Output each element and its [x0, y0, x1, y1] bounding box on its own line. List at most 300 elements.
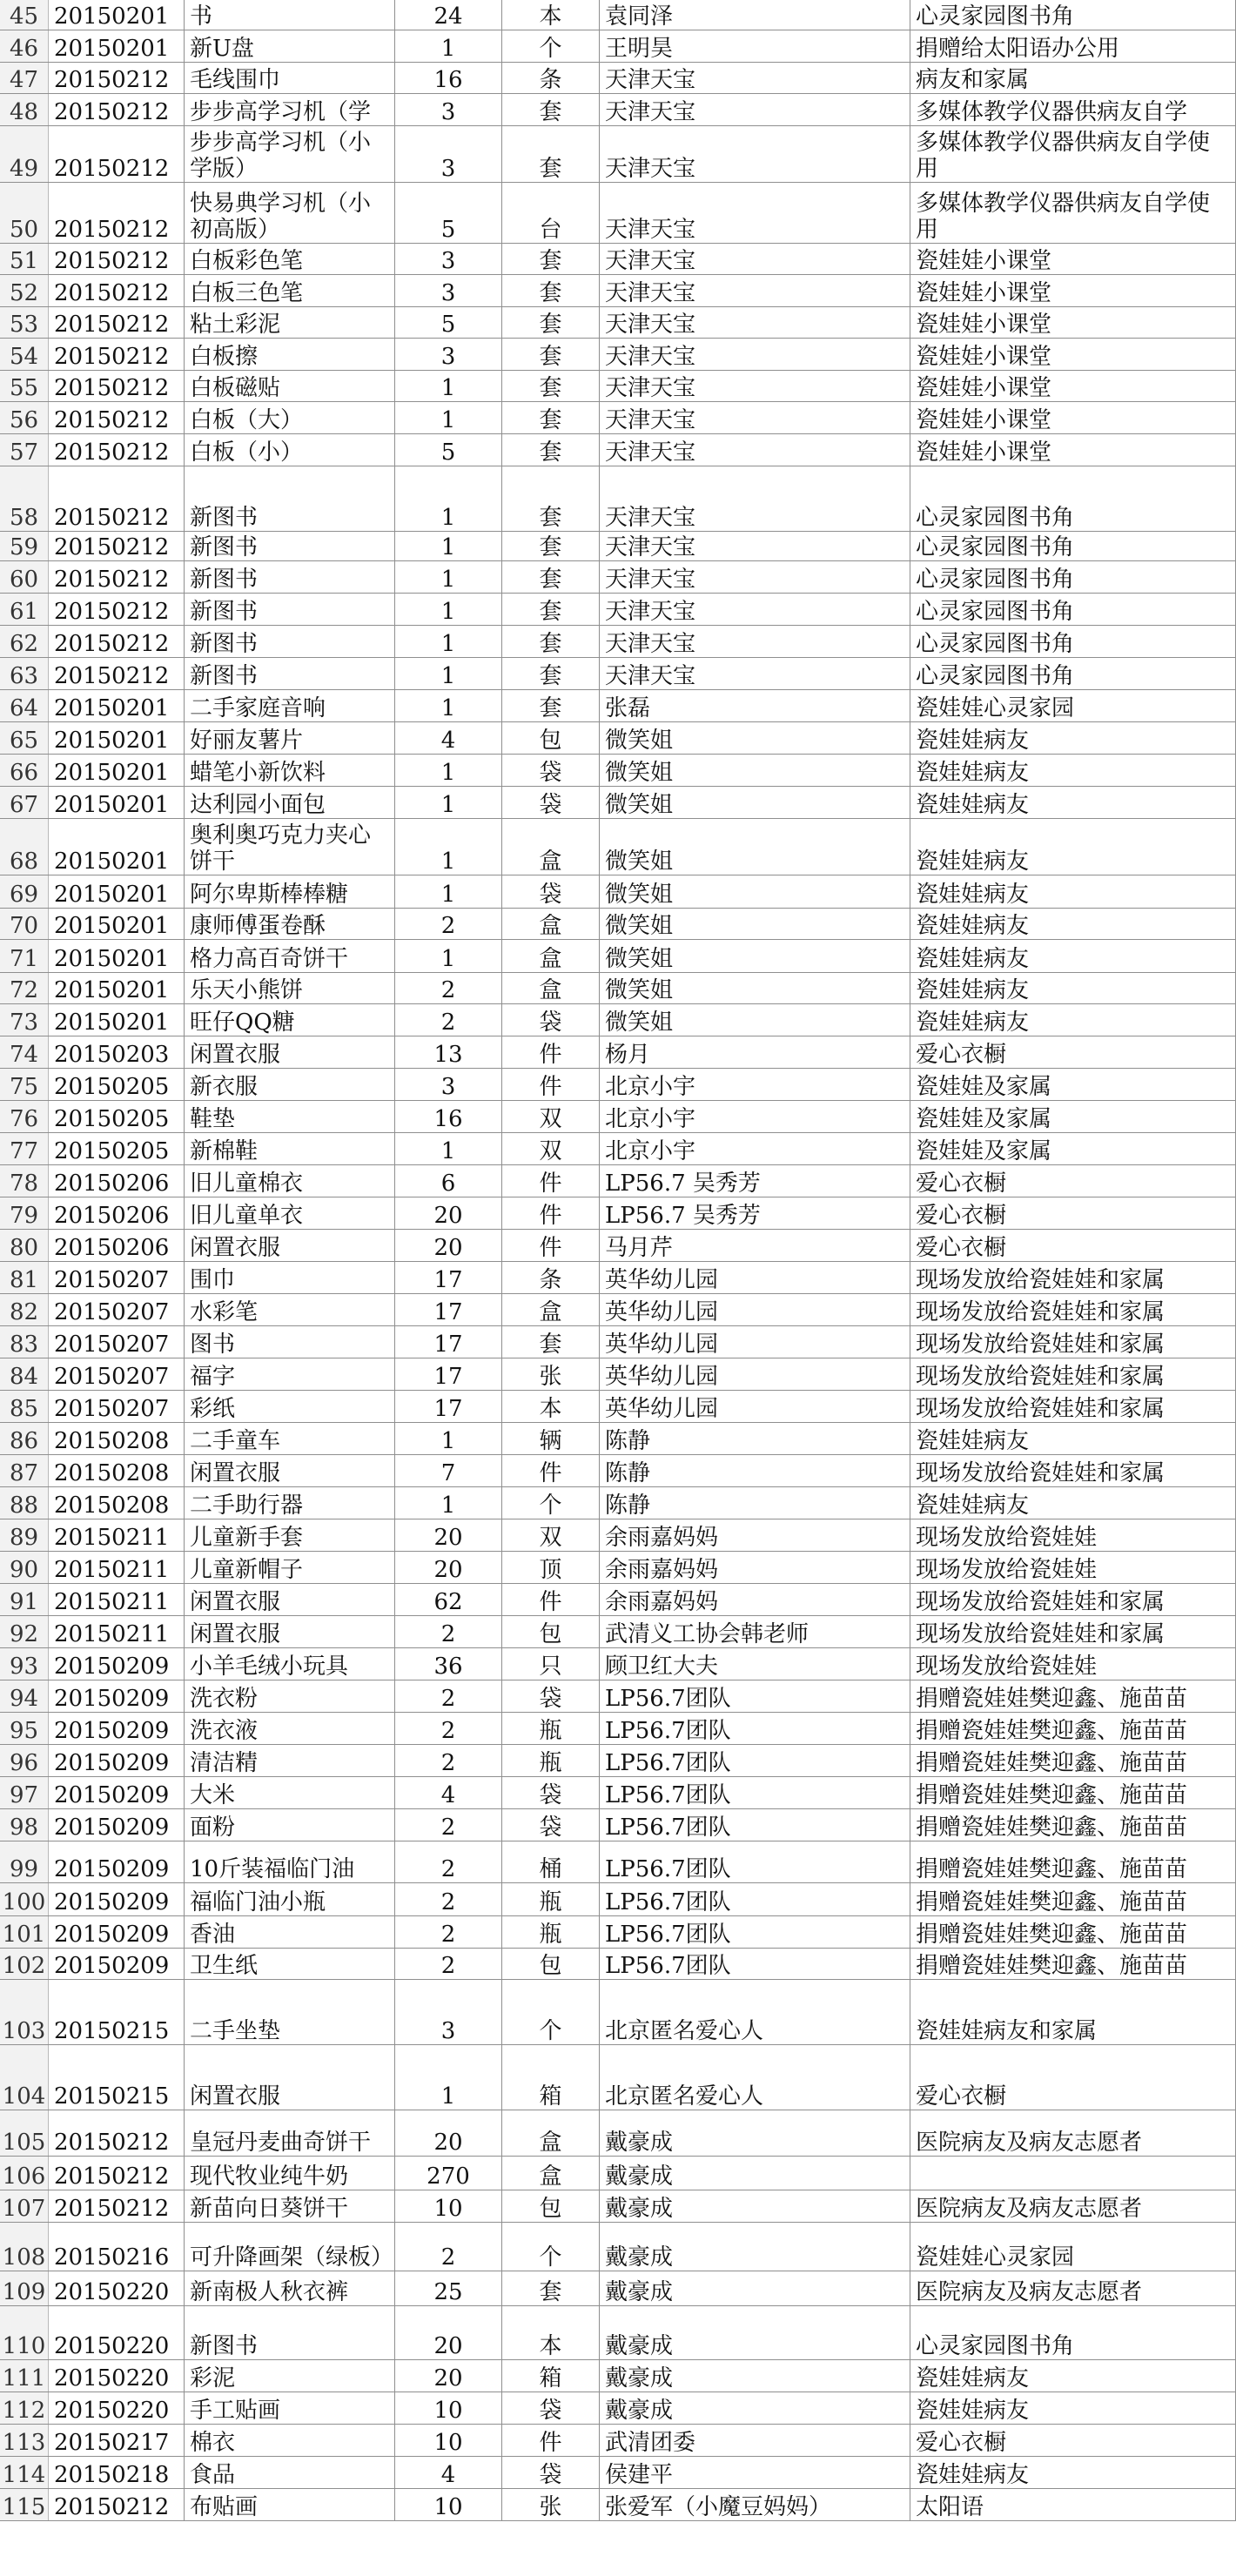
row-number[interactable]: 77 [0, 1133, 49, 1164]
cell-unit[interactable]: 盒 [502, 2110, 600, 2156]
cell-donor[interactable]: 微笑姐 [600, 787, 910, 818]
cell-item[interactable]: 食品 [185, 2457, 395, 2488]
cell-donor[interactable]: 戴豪成 [600, 2392, 910, 2424]
cell-item[interactable]: 旧儿童单衣 [185, 1197, 395, 1229]
cell-use[interactable]: 瓷娃娃病友 [910, 2392, 1236, 2424]
cell-donor[interactable]: 陈静 [600, 1487, 910, 1519]
cell-unit[interactable]: 件 [502, 1197, 600, 1229]
cell-date[interactable]: 20150207 [49, 1262, 185, 1293]
row-number[interactable]: 79 [0, 1197, 49, 1229]
cell-date[interactable]: 20150201 [49, 722, 185, 754]
cell-qty[interactable]: 20 [395, 1197, 502, 1229]
cell-use[interactable]: 医院病友及病友志愿者 [910, 2190, 1236, 2222]
cell-date[interactable]: 20150211 [49, 1519, 185, 1551]
cell-qty[interactable]: 17 [395, 1326, 502, 1358]
cell-item[interactable]: 白板三色笔 [185, 275, 395, 306]
cell-unit[interactable]: 套 [502, 126, 600, 182]
cell-qty[interactable]: 1 [395, 940, 502, 972]
cell-item[interactable]: 洗衣液 [185, 1713, 395, 1744]
cell-item[interactable]: 白板磁贴 [185, 371, 395, 401]
cell-qty[interactable]: 3 [395, 275, 502, 306]
cell-qty[interactable]: 62 [395, 1584, 502, 1615]
cell-use[interactable]: 心灵家园图书角 [910, 626, 1236, 657]
cell-item[interactable]: 福字 [185, 1358, 395, 1390]
cell-qty[interactable]: 1 [395, 875, 502, 908]
cell-unit[interactable]: 辆 [502, 1423, 600, 1454]
cell-item[interactable]: 小羊毛绒小玩具 [185, 1648, 395, 1680]
cell-unit[interactable]: 盒 [502, 1294, 600, 1325]
cell-unit[interactable]: 箱 [502, 2360, 600, 2392]
cell-use[interactable]: 瓷娃娃病友 [910, 2360, 1236, 2392]
row-number[interactable]: 87 [0, 1455, 49, 1486]
cell-qty[interactable]: 1 [395, 30, 502, 62]
cell-date[interactable]: 20150203 [49, 1036, 185, 1068]
cell-donor[interactable]: 微笑姐 [600, 909, 910, 939]
cell-donor[interactable]: LP56.7 吴秀芳 [600, 1165, 910, 1197]
cell-use[interactable]: 现场发放给瓷娃娃和家属 [910, 1391, 1236, 1422]
cell-qty[interactable]: 1 [395, 371, 502, 401]
cell-donor[interactable]: 天津天宝 [600, 466, 910, 531]
cell-donor[interactable]: 武清团委 [600, 2425, 910, 2456]
row-number[interactable]: 108 [0, 2223, 49, 2271]
cell-use[interactable]: 现场发放给瓷娃娃和家属 [910, 1455, 1236, 1486]
cell-use[interactable]: 瓷娃娃病友 [910, 787, 1236, 818]
cell-use[interactable]: 太阳语 [910, 2489, 1236, 2520]
cell-item[interactable]: 白板（小） [185, 434, 395, 466]
row-number[interactable]: 94 [0, 1680, 49, 1712]
row-number[interactable]: 102 [0, 1949, 49, 1979]
cell-item[interactable]: 鞋垫 [185, 1101, 395, 1132]
cell-date[interactable]: 20150212 [49, 275, 185, 306]
cell-date[interactable]: 20150207 [49, 1358, 185, 1390]
cell-qty[interactable]: 4 [395, 1777, 502, 1808]
row-number[interactable]: 56 [0, 402, 49, 433]
cell-unit[interactable]: 桶 [502, 1841, 600, 1882]
row-number[interactable]: 68 [0, 819, 49, 875]
cell-use[interactable]: 瓷娃娃病友 [910, 940, 1236, 972]
cell-qty[interactable]: 1 [395, 755, 502, 786]
cell-date[interactable]: 20150212 [49, 371, 185, 401]
cell-use[interactable]: 现场发放给瓷娃娃 [910, 1648, 1236, 1680]
cell-item[interactable]: 水彩笔 [185, 1294, 395, 1325]
cell-donor[interactable]: 王明昊 [600, 30, 910, 62]
cell-qty[interactable]: 1 [395, 561, 502, 593]
cell-unit[interactable]: 本 [502, 2306, 600, 2359]
cell-qty[interactable]: 1 [395, 2045, 502, 2110]
cell-unit[interactable]: 件 [502, 1230, 600, 1261]
cell-item[interactable]: 洗衣粉 [185, 1680, 395, 1712]
cell-donor[interactable]: 戴豪成 [600, 2157, 910, 2190]
cell-donor[interactable]: 余雨嘉妈妈 [600, 1552, 910, 1583]
cell-unit[interactable]: 套 [502, 658, 600, 689]
cell-item[interactable]: 格力高百奇饼干 [185, 940, 395, 972]
cell-date[interactable]: 20150207 [49, 1391, 185, 1422]
cell-unit[interactable]: 袋 [502, 787, 600, 818]
cell-donor[interactable]: 天津天宝 [600, 63, 910, 93]
cell-donor[interactable]: 微笑姐 [600, 755, 910, 786]
cell-date[interactable]: 20150212 [49, 63, 185, 93]
cell-use[interactable]: 心灵家园图书角 [910, 466, 1236, 531]
cell-date[interactable]: 20150212 [49, 402, 185, 433]
cell-use[interactable]: 心灵家园图书角 [910, 2306, 1236, 2359]
cell-qty[interactable]: 2 [395, 1616, 502, 1647]
cell-use[interactable]: 捐赠瓷娃娃樊迎鑫、施苗苗 [910, 1809, 1236, 1841]
cell-unit[interactable]: 套 [502, 339, 600, 370]
cell-qty[interactable]: 20 [395, 1519, 502, 1551]
cell-item[interactable]: 白板擦 [185, 339, 395, 370]
cell-use[interactable]: 瓷娃娃及家属 [910, 1069, 1236, 1100]
cell-unit[interactable]: 双 [502, 1101, 600, 1132]
cell-unit[interactable]: 盒 [502, 973, 600, 1003]
cell-qty[interactable]: 17 [395, 1262, 502, 1293]
cell-date[interactable]: 20150201 [49, 690, 185, 721]
cell-date[interactable]: 20150215 [49, 1980, 185, 2044]
row-number[interactable]: 81 [0, 1262, 49, 1293]
cell-unit[interactable]: 袋 [502, 1809, 600, 1841]
cell-use[interactable]: 瓷娃娃小课堂 [910, 244, 1236, 274]
cell-use[interactable]: 瓷娃娃病友 [910, 1487, 1236, 1519]
cell-date[interactable]: 20150201 [49, 30, 185, 62]
cell-qty[interactable]: 24 [395, 0, 502, 30]
row-number[interactable]: 65 [0, 722, 49, 754]
row-number[interactable]: 59 [0, 532, 49, 560]
cell-use[interactable]: 多媒体教学仪器供病友自学使用 [910, 183, 1236, 243]
cell-date[interactable]: 20150209 [49, 1841, 185, 1882]
cell-date[interactable]: 20150212 [49, 532, 185, 560]
cell-item[interactable]: 粘土彩泥 [185, 307, 395, 338]
cell-use[interactable]: 瓷娃娃病友 [910, 819, 1236, 875]
cell-item[interactable]: 快易典学习机（小初高版） [185, 183, 395, 243]
row-number[interactable]: 61 [0, 594, 49, 625]
cell-date[interactable]: 20150205 [49, 1069, 185, 1100]
cell-use[interactable]: 多媒体教学仪器供病友自学 [910, 94, 1236, 125]
cell-donor[interactable]: LP56.7团队 [600, 1713, 910, 1744]
cell-unit[interactable]: 套 [502, 532, 600, 560]
cell-item[interactable]: 步步高学习机（学 [185, 94, 395, 125]
cell-qty[interactable]: 10 [395, 2392, 502, 2424]
cell-unit[interactable]: 只 [502, 1648, 600, 1680]
cell-date[interactable]: 20150211 [49, 1584, 185, 1615]
cell-donor[interactable]: LP56.7团队 [600, 1841, 910, 1882]
row-number[interactable]: 95 [0, 1713, 49, 1744]
cell-qty[interactable]: 17 [395, 1294, 502, 1325]
cell-date[interactable]: 20150212 [49, 466, 185, 531]
cell-use[interactable]: 捐赠瓷娃娃樊迎鑫、施苗苗 [910, 1713, 1236, 1744]
cell-qty[interactable]: 2 [395, 1745, 502, 1776]
cell-date[interactable]: 20150201 [49, 1004, 185, 1036]
row-number[interactable]: 78 [0, 1165, 49, 1197]
row-number[interactable]: 49 [0, 126, 49, 182]
cell-unit[interactable]: 套 [502, 1326, 600, 1358]
cell-use[interactable]: 现场发放给瓷娃娃和家属 [910, 1326, 1236, 1358]
cell-date[interactable]: 20150212 [49, 434, 185, 466]
cell-unit[interactable]: 件 [502, 1069, 600, 1100]
cell-unit[interactable]: 双 [502, 1519, 600, 1551]
cell-qty[interactable]: 3 [395, 1069, 502, 1100]
cell-use[interactable]: 瓷娃娃病友 [910, 1423, 1236, 1454]
cell-item[interactable]: 彩纸 [185, 1391, 395, 1422]
row-number[interactable]: 92 [0, 1616, 49, 1647]
cell-qty[interactable]: 20 [395, 2110, 502, 2156]
cell-item[interactable]: 新U盘 [185, 30, 395, 62]
cell-item[interactable]: 新衣服 [185, 1069, 395, 1100]
cell-qty[interactable]: 17 [395, 1391, 502, 1422]
row-number[interactable]: 50 [0, 183, 49, 243]
cell-date[interactable]: 20150220 [49, 2271, 185, 2305]
cell-item[interactable]: 旧儿童棉衣 [185, 1165, 395, 1197]
cell-date[interactable]: 20150201 [49, 973, 185, 1003]
row-number[interactable]: 76 [0, 1101, 49, 1132]
cell-donor[interactable]: 天津天宝 [600, 434, 910, 466]
cell-donor[interactable]: 戴豪成 [600, 2360, 910, 2392]
cell-unit[interactable]: 件 [502, 2425, 600, 2456]
cell-date[interactable]: 20150212 [49, 594, 185, 625]
cell-use[interactable]: 现场发放给瓷娃娃 [910, 1552, 1236, 1583]
cell-qty[interactable]: 3 [395, 244, 502, 274]
cell-item[interactable]: 二手助行器 [185, 1487, 395, 1519]
cell-date[interactable]: 20150212 [49, 2110, 185, 2156]
cell-qty[interactable]: 10 [395, 2425, 502, 2456]
cell-donor[interactable]: 英华幼儿园 [600, 1262, 910, 1293]
cell-donor[interactable]: 英华幼儿园 [600, 1326, 910, 1358]
row-number[interactable]: 84 [0, 1358, 49, 1390]
cell-donor[interactable]: 天津天宝 [600, 371, 910, 401]
cell-item[interactable]: 现代牧业纯牛奶 [185, 2157, 395, 2190]
cell-unit[interactable]: 双 [502, 1133, 600, 1164]
cell-donor[interactable]: 戴豪成 [600, 2306, 910, 2359]
cell-item[interactable]: 可升降画架（绿板） [185, 2223, 395, 2271]
cell-donor[interactable]: 微笑姐 [600, 875, 910, 908]
cell-item[interactable]: 白板彩色笔 [185, 244, 395, 274]
cell-unit[interactable]: 袋 [502, 2392, 600, 2424]
cell-use[interactable]: 多媒体教学仪器供病友自学使用 [910, 126, 1236, 182]
cell-qty[interactable]: 7 [395, 1455, 502, 1486]
cell-use[interactable]: 心灵家园图书角 [910, 561, 1236, 593]
cell-unit[interactable]: 包 [502, 722, 600, 754]
row-number[interactable]: 57 [0, 434, 49, 466]
cell-donor[interactable]: 顾卫红大夫 [600, 1648, 910, 1680]
cell-donor[interactable]: 北京匿名爱心人 [600, 1980, 910, 2044]
cell-item[interactable]: 儿童新帽子 [185, 1552, 395, 1583]
cell-item[interactable]: 好丽友薯片 [185, 722, 395, 754]
cell-use[interactable]: 瓷娃娃小课堂 [910, 371, 1236, 401]
cell-use[interactable]: 瓷娃娃病友 [910, 1004, 1236, 1036]
cell-use[interactable]: 瓷娃娃小课堂 [910, 307, 1236, 338]
cell-date[interactable]: 20150205 [49, 1101, 185, 1132]
row-number[interactable]: 100 [0, 1883, 49, 1915]
cell-date[interactable]: 20150212 [49, 626, 185, 657]
cell-qty[interactable]: 2 [395, 973, 502, 1003]
cell-qty[interactable]: 2 [395, 1004, 502, 1036]
cell-donor[interactable]: LP56.7团队 [600, 1916, 910, 1948]
cell-use[interactable]: 捐赠瓷娃娃樊迎鑫、施苗苗 [910, 1949, 1236, 1979]
row-number[interactable]: 67 [0, 787, 49, 818]
cell-unit[interactable]: 件 [502, 1584, 600, 1615]
cell-qty[interactable]: 1 [395, 690, 502, 721]
cell-use[interactable]: 现场发放给瓷娃娃 [910, 1519, 1236, 1551]
cell-date[interactable]: 20150220 [49, 2306, 185, 2359]
cell-date[interactable]: 20150211 [49, 1616, 185, 1647]
cell-qty[interactable]: 5 [395, 183, 502, 243]
cell-unit[interactable]: 个 [502, 30, 600, 62]
cell-use[interactable]: 瓷娃娃及家属 [910, 1101, 1236, 1132]
cell-unit[interactable]: 袋 [502, 755, 600, 786]
cell-unit[interactable]: 瓶 [502, 1916, 600, 1948]
cell-donor[interactable]: 北京小宇 [600, 1069, 910, 1100]
cell-date[interactable]: 20150205 [49, 1133, 185, 1164]
cell-use[interactable]: 瓷娃娃小课堂 [910, 434, 1236, 466]
cell-use[interactable]: 心灵家园图书角 [910, 658, 1236, 689]
row-number[interactable]: 46 [0, 30, 49, 62]
cell-item[interactable]: 新图书 [185, 2306, 395, 2359]
cell-item[interactable]: 彩泥 [185, 2360, 395, 2392]
row-number[interactable]: 52 [0, 275, 49, 306]
row-number[interactable]: 111 [0, 2360, 49, 2392]
cell-use[interactable]: 爱心衣橱 [910, 1230, 1236, 1261]
cell-qty[interactable]: 1 [395, 1133, 502, 1164]
cell-unit[interactable]: 套 [502, 2271, 600, 2305]
row-number[interactable]: 93 [0, 1648, 49, 1680]
cell-date[interactable]: 20150209 [49, 1648, 185, 1680]
cell-unit[interactable]: 包 [502, 2190, 600, 2222]
cell-use[interactable]: 瓷娃娃心灵家园 [910, 2223, 1236, 2271]
row-number[interactable]: 82 [0, 1294, 49, 1325]
cell-unit[interactable]: 套 [502, 690, 600, 721]
cell-donor[interactable]: 武清义工协会韩老师 [600, 1616, 910, 1647]
cell-donor[interactable]: LP56.7团队 [600, 1745, 910, 1776]
cell-item[interactable]: 闲置衣服 [185, 1036, 395, 1068]
cell-use[interactable]: 瓷娃娃病友 [910, 973, 1236, 1003]
row-number[interactable]: 104 [0, 2045, 49, 2110]
row-number[interactable]: 85 [0, 1391, 49, 1422]
cell-item[interactable]: 旺仔QQ糖 [185, 1004, 395, 1036]
cell-date[interactable]: 20150220 [49, 2392, 185, 2424]
cell-item[interactable]: 闲置衣服 [185, 1616, 395, 1647]
cell-qty[interactable]: 2 [395, 1949, 502, 1979]
row-number[interactable]: 54 [0, 339, 49, 370]
cell-date[interactable]: 20150201 [49, 909, 185, 939]
cell-donor[interactable]: 英华幼儿园 [600, 1391, 910, 1422]
row-number[interactable]: 86 [0, 1423, 49, 1454]
row-number[interactable]: 71 [0, 940, 49, 972]
cell-donor[interactable]: 余雨嘉妈妈 [600, 1584, 910, 1615]
cell-unit[interactable]: 套 [502, 402, 600, 433]
cell-item[interactable]: 奥利奥巧克力夹心饼干 [185, 819, 395, 875]
row-number[interactable]: 60 [0, 561, 49, 593]
cell-date[interactable]: 20150209 [49, 1777, 185, 1808]
cell-unit[interactable]: 盒 [502, 940, 600, 972]
row-number[interactable]: 101 [0, 1916, 49, 1948]
cell-donor[interactable]: LP56.7团队 [600, 1809, 910, 1841]
cell-qty[interactable]: 20 [395, 2306, 502, 2359]
row-number[interactable]: 73 [0, 1004, 49, 1036]
cell-use[interactable]: 现场发放给瓷娃娃和家属 [910, 1262, 1236, 1293]
cell-date[interactable]: 20150212 [49, 183, 185, 243]
cell-use[interactable]: 爱心衣橱 [910, 2425, 1236, 2456]
cell-donor[interactable]: 张磊 [600, 690, 910, 721]
cell-item[interactable]: 清洁精 [185, 1745, 395, 1776]
cell-item[interactable]: 10斤装福临门油 [185, 1841, 395, 1882]
cell-unit[interactable]: 袋 [502, 2457, 600, 2488]
cell-unit[interactable]: 条 [502, 1262, 600, 1293]
cell-qty[interactable]: 2 [395, 1841, 502, 1882]
cell-item[interactable]: 布贴画 [185, 2489, 395, 2520]
cell-item[interactable]: 康师傅蛋卷酥 [185, 909, 395, 939]
cell-item[interactable]: 新南极人秋衣裤 [185, 2271, 395, 2305]
row-number[interactable]: 66 [0, 755, 49, 786]
cell-use[interactable]: 心灵家园图书角 [910, 532, 1236, 560]
cell-donor[interactable]: 马月芹 [600, 1230, 910, 1261]
cell-use[interactable]: 捐赠瓷娃娃樊迎鑫、施苗苗 [910, 1916, 1236, 1948]
row-number[interactable]: 80 [0, 1230, 49, 1261]
cell-donor[interactable]: 英华幼儿园 [600, 1294, 910, 1325]
cell-unit[interactable]: 个 [502, 2223, 600, 2271]
cell-use[interactable]: 瓷娃娃病友 [910, 875, 1236, 908]
cell-unit[interactable]: 套 [502, 371, 600, 401]
cell-date[interactable]: 20150206 [49, 1165, 185, 1197]
cell-use[interactable]: 现场发放给瓷娃娃和家属 [910, 1294, 1236, 1325]
cell-unit[interactable]: 瓶 [502, 1883, 600, 1915]
row-number[interactable]: 58 [0, 466, 49, 531]
cell-date[interactable]: 20150201 [49, 787, 185, 818]
cell-item[interactable]: 新图书 [185, 626, 395, 657]
cell-unit[interactable]: 件 [502, 1036, 600, 1068]
row-number[interactable]: 96 [0, 1745, 49, 1776]
cell-use[interactable]: 心灵家园图书角 [910, 594, 1236, 625]
row-number[interactable]: 53 [0, 307, 49, 338]
cell-donor[interactable]: 天津天宝 [600, 244, 910, 274]
cell-qty[interactable]: 5 [395, 307, 502, 338]
cell-date[interactable]: 20150209 [49, 1916, 185, 1948]
row-number[interactable]: 64 [0, 690, 49, 721]
cell-item[interactable]: 手工贴画 [185, 2392, 395, 2424]
cell-item[interactable]: 福临门油小瓶 [185, 1883, 395, 1915]
cell-donor[interactable]: 天津天宝 [600, 402, 910, 433]
cell-donor[interactable]: 袁同泽 [600, 0, 910, 30]
cell-qty[interactable]: 3 [395, 1980, 502, 2044]
cell-donor[interactable]: 戴豪成 [600, 2271, 910, 2305]
row-number[interactable]: 105 [0, 2110, 49, 2156]
row-number[interactable]: 72 [0, 973, 49, 1003]
cell-qty[interactable]: 1 [395, 626, 502, 657]
cell-item[interactable]: 闲置衣服 [185, 1455, 395, 1486]
cell-donor[interactable]: 天津天宝 [600, 532, 910, 560]
cell-date[interactable]: 20150217 [49, 2425, 185, 2456]
cell-qty[interactable]: 20 [395, 1552, 502, 1583]
cell-date[interactable]: 20150218 [49, 2457, 185, 2488]
row-number[interactable]: 55 [0, 371, 49, 401]
cell-unit[interactable]: 本 [502, 0, 600, 30]
cell-unit[interactable]: 套 [502, 434, 600, 466]
cell-item[interactable]: 闲置衣服 [185, 1230, 395, 1261]
cell-item[interactable]: 二手童车 [185, 1423, 395, 1454]
cell-donor[interactable]: 天津天宝 [600, 594, 910, 625]
cell-use[interactable]: 瓷娃娃病友 [910, 755, 1236, 786]
row-number[interactable]: 109 [0, 2271, 49, 2305]
row-number[interactable]: 112 [0, 2392, 49, 2424]
cell-item[interactable]: 闲置衣服 [185, 2045, 395, 2110]
row-number[interactable]: 89 [0, 1519, 49, 1551]
cell-qty[interactable]: 1 [395, 1487, 502, 1519]
cell-item[interactable]: 乐天小熊饼 [185, 973, 395, 1003]
cell-qty[interactable]: 13 [395, 1036, 502, 1068]
cell-unit[interactable]: 袋 [502, 1004, 600, 1036]
cell-use[interactable]: 医院病友及病友志愿者 [910, 2110, 1236, 2156]
cell-donor[interactable]: 戴豪成 [600, 2223, 910, 2271]
cell-donor[interactable]: 天津天宝 [600, 339, 910, 370]
cell-unit[interactable]: 张 [502, 1358, 600, 1390]
cell-use[interactable]: 瓷娃娃病友 [910, 2457, 1236, 2488]
